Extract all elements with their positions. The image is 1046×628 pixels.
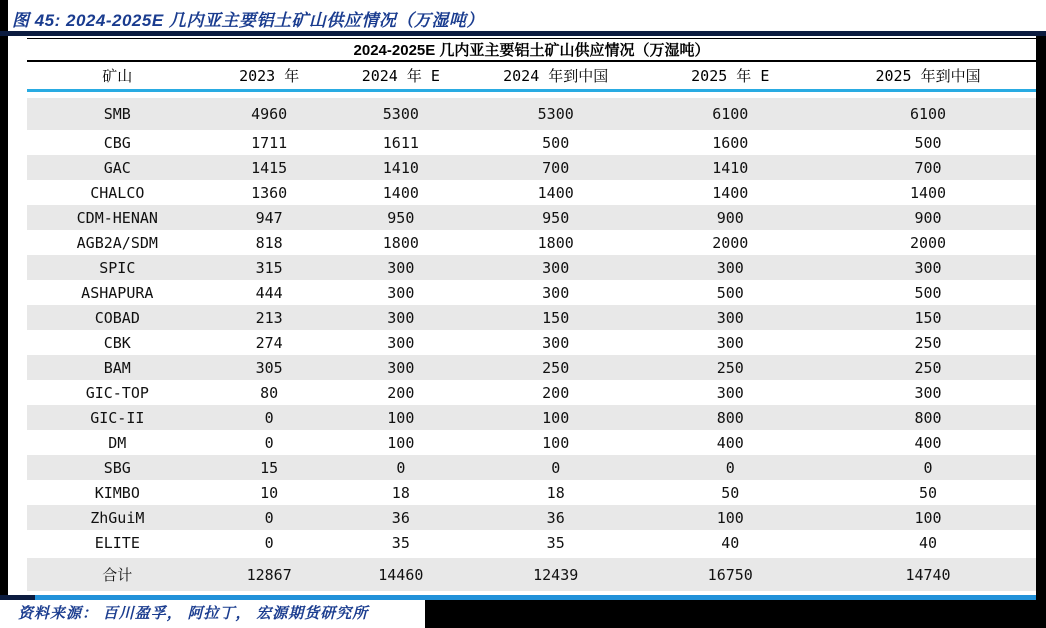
data-source-note: 资料来源： 百川盈孚， 阿拉丁， 宏源期货研究所	[18, 606, 369, 622]
value-cell: 4960	[208, 98, 331, 130]
table-row-dm	[27, 430, 1036, 455]
value-cell: 300	[640, 305, 820, 330]
value-cell: 1600	[712, 133, 749, 152]
table-row-chalco	[27, 180, 1036, 205]
mine-name-cell: GIC-II	[27, 405, 208, 430]
value-cell: 1400	[537, 183, 574, 202]
right-edge-strip	[1036, 35, 1046, 600]
value-cell: 0	[264, 533, 274, 552]
value-cell: 36	[331, 505, 471, 530]
value-cell: 1800	[382, 233, 419, 252]
value-cell: 5300	[471, 98, 641, 130]
value-cell: 0	[208, 405, 331, 430]
value-cell: 500	[542, 133, 570, 152]
value-cell: 300	[331, 305, 471, 330]
value-cell: 100	[471, 405, 641, 430]
value-cell: 5300	[331, 98, 471, 130]
column-header-5: 2025 年到中国	[820, 61, 1036, 91]
table-row-cbg	[27, 130, 1036, 155]
value-cell: 800	[820, 405, 1036, 430]
bottom-edge-strip	[425, 600, 1046, 628]
mine-name-cell: CBK	[103, 333, 131, 352]
table-row-cobad	[27, 305, 1036, 330]
total-value-cell: 12867	[208, 558, 331, 591]
value-cell: 300	[640, 255, 820, 280]
value-cell: 18	[391, 483, 410, 502]
table-row-sbg	[27, 455, 1036, 480]
supply-table-container	[27, 38, 1036, 591]
mine-name-cell: BAM	[27, 355, 208, 380]
value-cell: 18	[546, 483, 565, 502]
value-cell: 50	[918, 483, 938, 502]
table-row-cdm-henan	[27, 205, 1036, 230]
value-cell: 80	[260, 383, 279, 402]
value-cell: 1711	[251, 133, 288, 152]
value-cell: 274	[255, 333, 283, 352]
total-value-cell: 14740	[820, 558, 1036, 591]
mine-name-cell: COBAD	[27, 305, 208, 330]
total-label-cell: 合计	[27, 558, 208, 591]
column-header-4: 2025 年 E	[640, 61, 820, 91]
value-cell: 15	[208, 455, 331, 480]
mine-name-cell: KIMBO	[94, 483, 140, 502]
value-cell: 0	[820, 455, 1036, 480]
value-cell: 947	[208, 205, 331, 230]
column-header-1: 2023 年	[208, 61, 331, 91]
value-cell: 150	[820, 305, 1036, 330]
value-cell: 305	[208, 355, 331, 380]
value-cell: 2000	[909, 233, 947, 252]
table-row-gic-ii	[27, 405, 1036, 430]
figure-title: 图 45: 2024-2025E 几内亚主要铝土矿山供应情况（万湿吨）	[12, 11, 484, 30]
value-cell: 40	[918, 533, 938, 552]
value-cell: 1360	[251, 183, 288, 202]
mine-name-cell: DM	[108, 433, 127, 452]
value-cell: 1800	[537, 233, 574, 252]
value-cell: 300	[820, 255, 1036, 280]
value-cell: 300	[542, 333, 570, 352]
value-cell: 250	[471, 355, 641, 380]
bottom-divider-rule	[0, 595, 1036, 600]
value-cell: 500	[716, 283, 744, 302]
value-cell: 35	[391, 533, 410, 552]
value-cell: 700	[471, 155, 641, 180]
value-cell: 400	[716, 433, 744, 452]
value-cell: 300	[331, 255, 471, 280]
value-cell: 950	[471, 205, 641, 230]
value-cell: 0	[208, 505, 331, 530]
value-cell: 1611	[382, 133, 419, 152]
value-cell: 100	[640, 505, 820, 530]
mine-name-cell: ELITE	[94, 533, 140, 552]
value-cell: 300	[331, 355, 471, 380]
value-cell: 1415	[208, 155, 331, 180]
value-cell: 0	[471, 455, 641, 480]
mine-name-cell: CBG	[103, 133, 131, 152]
value-cell: 300	[914, 383, 942, 402]
value-cell: 0	[264, 433, 274, 452]
table-row-cbk	[27, 330, 1036, 355]
value-cell: 6100	[820, 98, 1036, 130]
value-cell: 36	[471, 505, 641, 530]
value-cell: 150	[471, 305, 641, 330]
value-cell: 300	[387, 283, 415, 302]
value-cell: 213	[208, 305, 331, 330]
value-cell: 100	[542, 433, 570, 452]
table-row-smb	[27, 98, 1036, 130]
table-row-kimbo	[27, 480, 1036, 505]
table-row-elite	[27, 530, 1036, 555]
value-cell: 0	[640, 455, 820, 480]
mine-name-cell: CDM-HENAN	[27, 205, 208, 230]
value-cell: 800	[640, 405, 820, 430]
value-cell: 500	[914, 133, 942, 152]
value-cell: 100	[820, 505, 1036, 530]
mine-name-cell: CHALCO	[90, 183, 145, 202]
table-title-row	[27, 39, 1036, 62]
value-cell: 200	[387, 383, 415, 402]
column-header-0: 矿山	[27, 61, 208, 91]
value-cell: 250	[820, 355, 1036, 380]
value-cell: 900	[640, 205, 820, 230]
value-cell: 444	[255, 283, 283, 302]
mine-name-cell: ASHAPURA	[81, 283, 154, 302]
value-cell: 315	[208, 255, 331, 280]
value-cell: 6100	[640, 98, 820, 130]
value-cell: 2000	[712, 233, 749, 252]
value-cell: 1410	[640, 155, 820, 180]
mine-name-cell: ZhGuiM	[27, 505, 208, 530]
value-cell: 100	[387, 433, 415, 452]
table-row-total	[27, 558, 1036, 591]
value-cell: 250	[640, 355, 820, 380]
left-edge-strip	[0, 0, 8, 597]
table-title: 2024-2025E 几内亚主要铝土矿山供应情况（万湿吨）	[27, 39, 1036, 62]
value-cell: 300	[387, 333, 415, 352]
column-header-3: 2024 年到中国	[471, 61, 641, 91]
value-cell: 300	[716, 333, 744, 352]
spacer-row	[27, 91, 1036, 99]
value-cell: 300	[716, 383, 744, 402]
mine-name-cell: SMB	[27, 98, 208, 130]
value-cell: 35	[546, 533, 565, 552]
mine-name-cell: SPIC	[27, 255, 208, 280]
value-cell: 250	[914, 333, 942, 352]
value-cell: 500	[914, 283, 942, 302]
table-row-ashapura	[27, 280, 1036, 305]
value-cell: 900	[820, 205, 1036, 230]
value-cell: 400	[914, 433, 942, 452]
value-cell: 10	[260, 483, 279, 502]
supply-table	[27, 38, 1036, 591]
column-header-2: 2024 年 E	[331, 61, 471, 91]
value-cell: 40	[721, 533, 740, 552]
value-cell: 50	[721, 483, 740, 502]
mine-name-cell: GIC-TOP	[85, 383, 149, 402]
value-cell: 700	[820, 155, 1036, 180]
title-divider-rule	[0, 31, 1046, 36]
value-cell: 0	[331, 455, 471, 480]
table-row-agb2a-sdm	[27, 230, 1036, 255]
value-cell: 1400	[382, 183, 419, 202]
mine-name-cell: GAC	[27, 155, 208, 180]
value-cell: 300	[542, 283, 570, 302]
table-row-spic	[27, 255, 1036, 280]
value-cell: 300	[471, 255, 641, 280]
value-cell: 950	[331, 205, 471, 230]
table-row-bam	[27, 355, 1036, 380]
total-value-cell: 16750	[640, 558, 820, 591]
value-cell: 1410	[331, 155, 471, 180]
value-cell: 200	[542, 383, 570, 402]
value-cell: 100	[331, 405, 471, 430]
table-row-zhguim	[27, 505, 1036, 530]
column-header-row	[27, 61, 1036, 91]
value-cell: 1400	[712, 183, 749, 202]
mine-name-cell: SBG	[27, 455, 208, 480]
value-cell: 1400	[909, 183, 947, 202]
table-row-gic-top	[27, 380, 1036, 405]
table-row-gac	[27, 155, 1036, 180]
value-cell: 818	[255, 233, 283, 252]
total-value-cell: 12439	[471, 558, 641, 591]
mine-name-cell: AGB2A/SDM	[76, 233, 158, 252]
total-value-cell: 14460	[331, 558, 471, 591]
